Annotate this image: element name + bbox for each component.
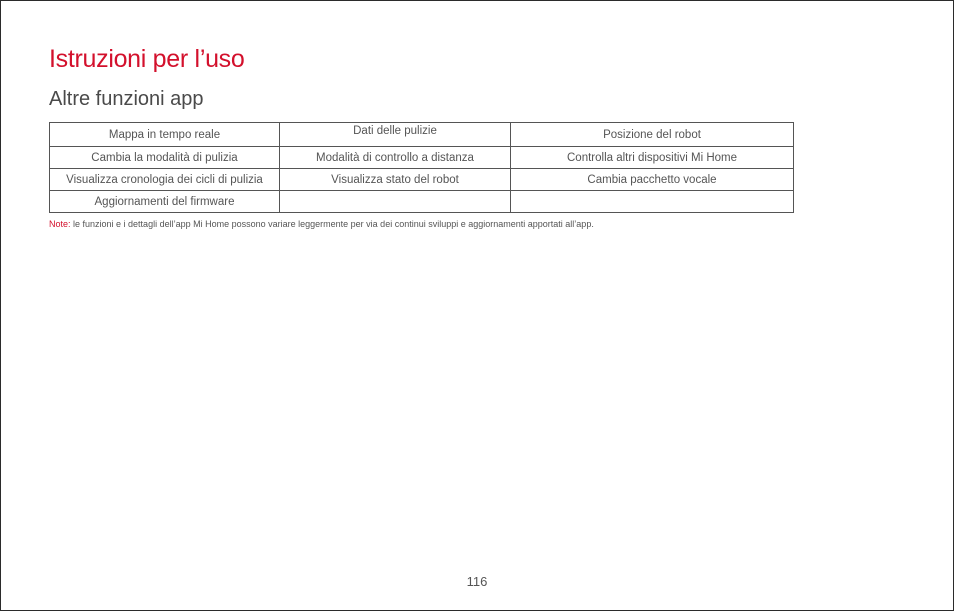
- table-cell: [280, 191, 511, 213]
- section-title: Altre funzioni app: [49, 88, 204, 110]
- table-row: [50, 147, 794, 169]
- table-cell: Cambia la modalità di pulizia: [50, 147, 280, 169]
- table-cell: Posizione del robot: [511, 123, 794, 147]
- table-cell: Cambia pacchetto vocale: [511, 169, 794, 191]
- note-label: Note:: [49, 219, 71, 229]
- table-cell: Aggiornamenti del firmware: [50, 191, 280, 213]
- table-cell: Visualizza stato del robot: [280, 169, 511, 191]
- table-row: [50, 123, 794, 147]
- table-cell: Modalità di controllo a distanza: [280, 147, 511, 169]
- table-row: [50, 169, 794, 191]
- note: [49, 219, 594, 229]
- app-functions-table: [49, 122, 794, 213]
- table-cell: [511, 191, 794, 213]
- page-title: Istruzioni per l’uso: [49, 45, 245, 73]
- table-cell: Mappa in tempo reale: [50, 123, 280, 147]
- table-cell: Controlla altri dispositivi Mi Home: [511, 147, 794, 169]
- table-row: [50, 191, 794, 213]
- table-cell: Dati delle pulizie: [280, 123, 511, 147]
- note-text: le funzioni e i dettagli dell’app Mi Home possono variare leggermente per via dei continui sviluppi e aggiornamenti apportati all’app.: [70, 219, 594, 229]
- table-cell: Visualizza cronologia dei cicli di pulizia: [50, 169, 280, 191]
- page-number: 116: [466, 574, 488, 589]
